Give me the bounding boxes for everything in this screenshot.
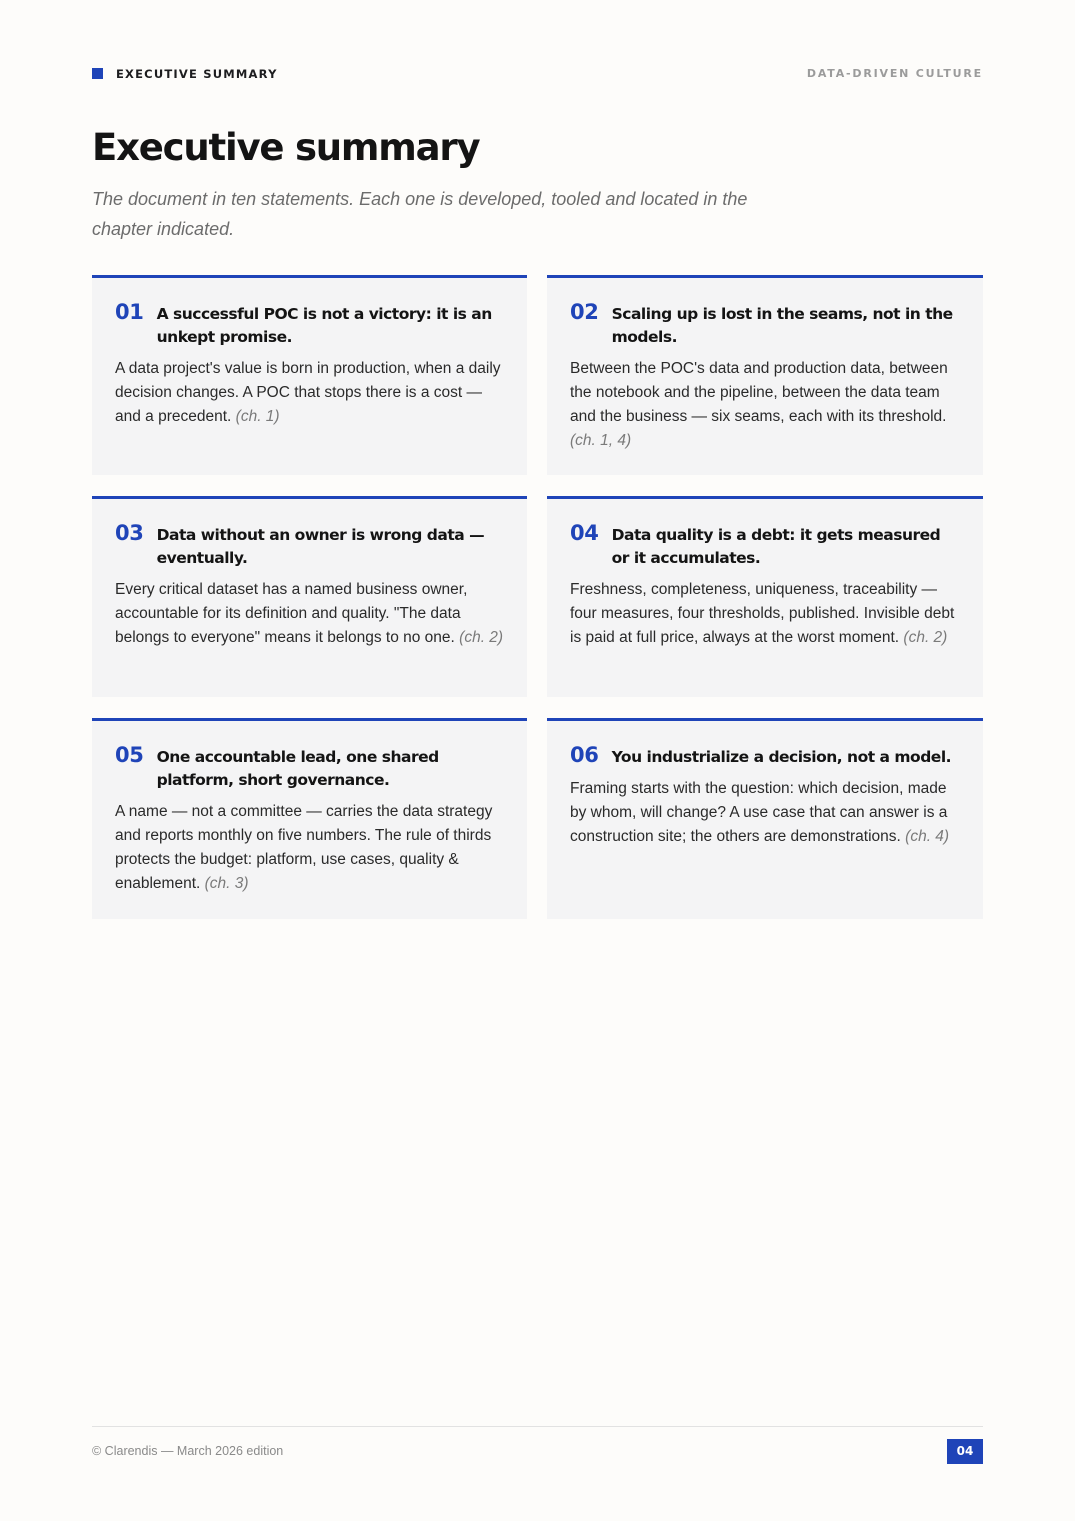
statements-grid: [92, 275, 983, 919]
section-marker-square: [92, 68, 103, 79]
statement-header: [115, 743, 504, 792]
chapter-reference: (ch. 2): [903, 629, 948, 646]
statement-title: One accountable lead, one shared platform, short governance.: [156, 748, 439, 789]
chapter-reference: (ch. 4): [905, 828, 950, 845]
running-header: [92, 66, 983, 82]
statement-text: A data project's value is born in production, when a daily decision changes. A POC that stops there is a cost — and a precedent.: [115, 360, 501, 425]
statement-title: Scaling up is lost in the seams, not in the models.: [611, 305, 953, 346]
statement-title: A successful POC is not a victory: it is an unkept promise.: [156, 305, 492, 346]
statement-title: Data without an owner is wrong data — eventually.: [156, 526, 485, 567]
document-title: DATA-DRIVEN CULTURE: [806, 67, 983, 80]
statement-number: 03: [115, 521, 144, 545]
chapter-reference: (ch. 1): [235, 408, 280, 425]
statement-card-06: [547, 718, 983, 919]
statement-body: [570, 357, 960, 453]
page-subtitle: The document in ten statements. Each one is developed, tooled and located in the chapter indicated.: [92, 189, 748, 239]
statement-title: You industrialize a decision, not a model.: [611, 748, 952, 766]
statement-number: 05: [115, 743, 144, 767]
statement-body: [115, 800, 504, 896]
statement-header: [570, 521, 960, 570]
page: [92, 0, 983, 1521]
statement-text: Freshness, completeness, uniqueness, traceability — four measures, four thresholds, published. Invisible debt is paid at full price, always at the worst moment.: [570, 581, 955, 646]
statement-number: 01: [115, 300, 144, 324]
statement-number: 04: [570, 521, 599, 545]
statement-header: [570, 743, 960, 769]
statement-body: [115, 578, 504, 650]
statement-card-03: [92, 496, 527, 697]
chapter-reference: (ch. 3): [204, 875, 249, 892]
statement-card-04: [547, 496, 983, 697]
chapter-reference: (ch. 2): [459, 629, 504, 646]
section-label: EXECUTIVE SUMMARY: [116, 67, 278, 81]
statement-text: A name — not a committee — carries the data strategy and reports monthly on five numbers. The rule of thirds protects the budget: platform, use cases, quality & enablement.: [115, 803, 493, 892]
statement-number: 02: [570, 300, 599, 324]
footer-edition: © Clarendis — March 2026 edition: [92, 1444, 284, 1458]
page-title: Executive summary: [92, 126, 480, 169]
statement-card-05: [92, 718, 527, 919]
statement-body: [570, 578, 960, 650]
footer-divider: [92, 1426, 983, 1427]
statement-header: [115, 300, 504, 349]
statement-body: [570, 777, 960, 849]
statement-card-02: [547, 275, 983, 475]
statement-body: [115, 357, 504, 429]
page-number-badge: 04: [947, 1439, 983, 1464]
statement-header: [570, 300, 960, 349]
chapter-reference: (ch. 1, 4): [570, 432, 632, 449]
statement-number: 06: [570, 743, 599, 767]
statement-header: [115, 521, 504, 570]
statement-card-01: [92, 275, 527, 475]
statement-title: Data quality is a debt: it gets measured or it accumulates.: [611, 526, 941, 567]
statement-text: Framing starts with the question: which decision, made by whom, will change? A use case that can answer is a construction site; the others are demonstrations.: [570, 780, 948, 845]
statement-text: Between the POC's data and production data, between the notebook and the pipeline, between the data team and the business — six seams, each with its threshold.: [570, 360, 948, 425]
statement-text: Every critical dataset has a named business owner, accountable for its definition and quality. "The data belongs to everyone" means it belongs to no one.: [115, 581, 468, 646]
